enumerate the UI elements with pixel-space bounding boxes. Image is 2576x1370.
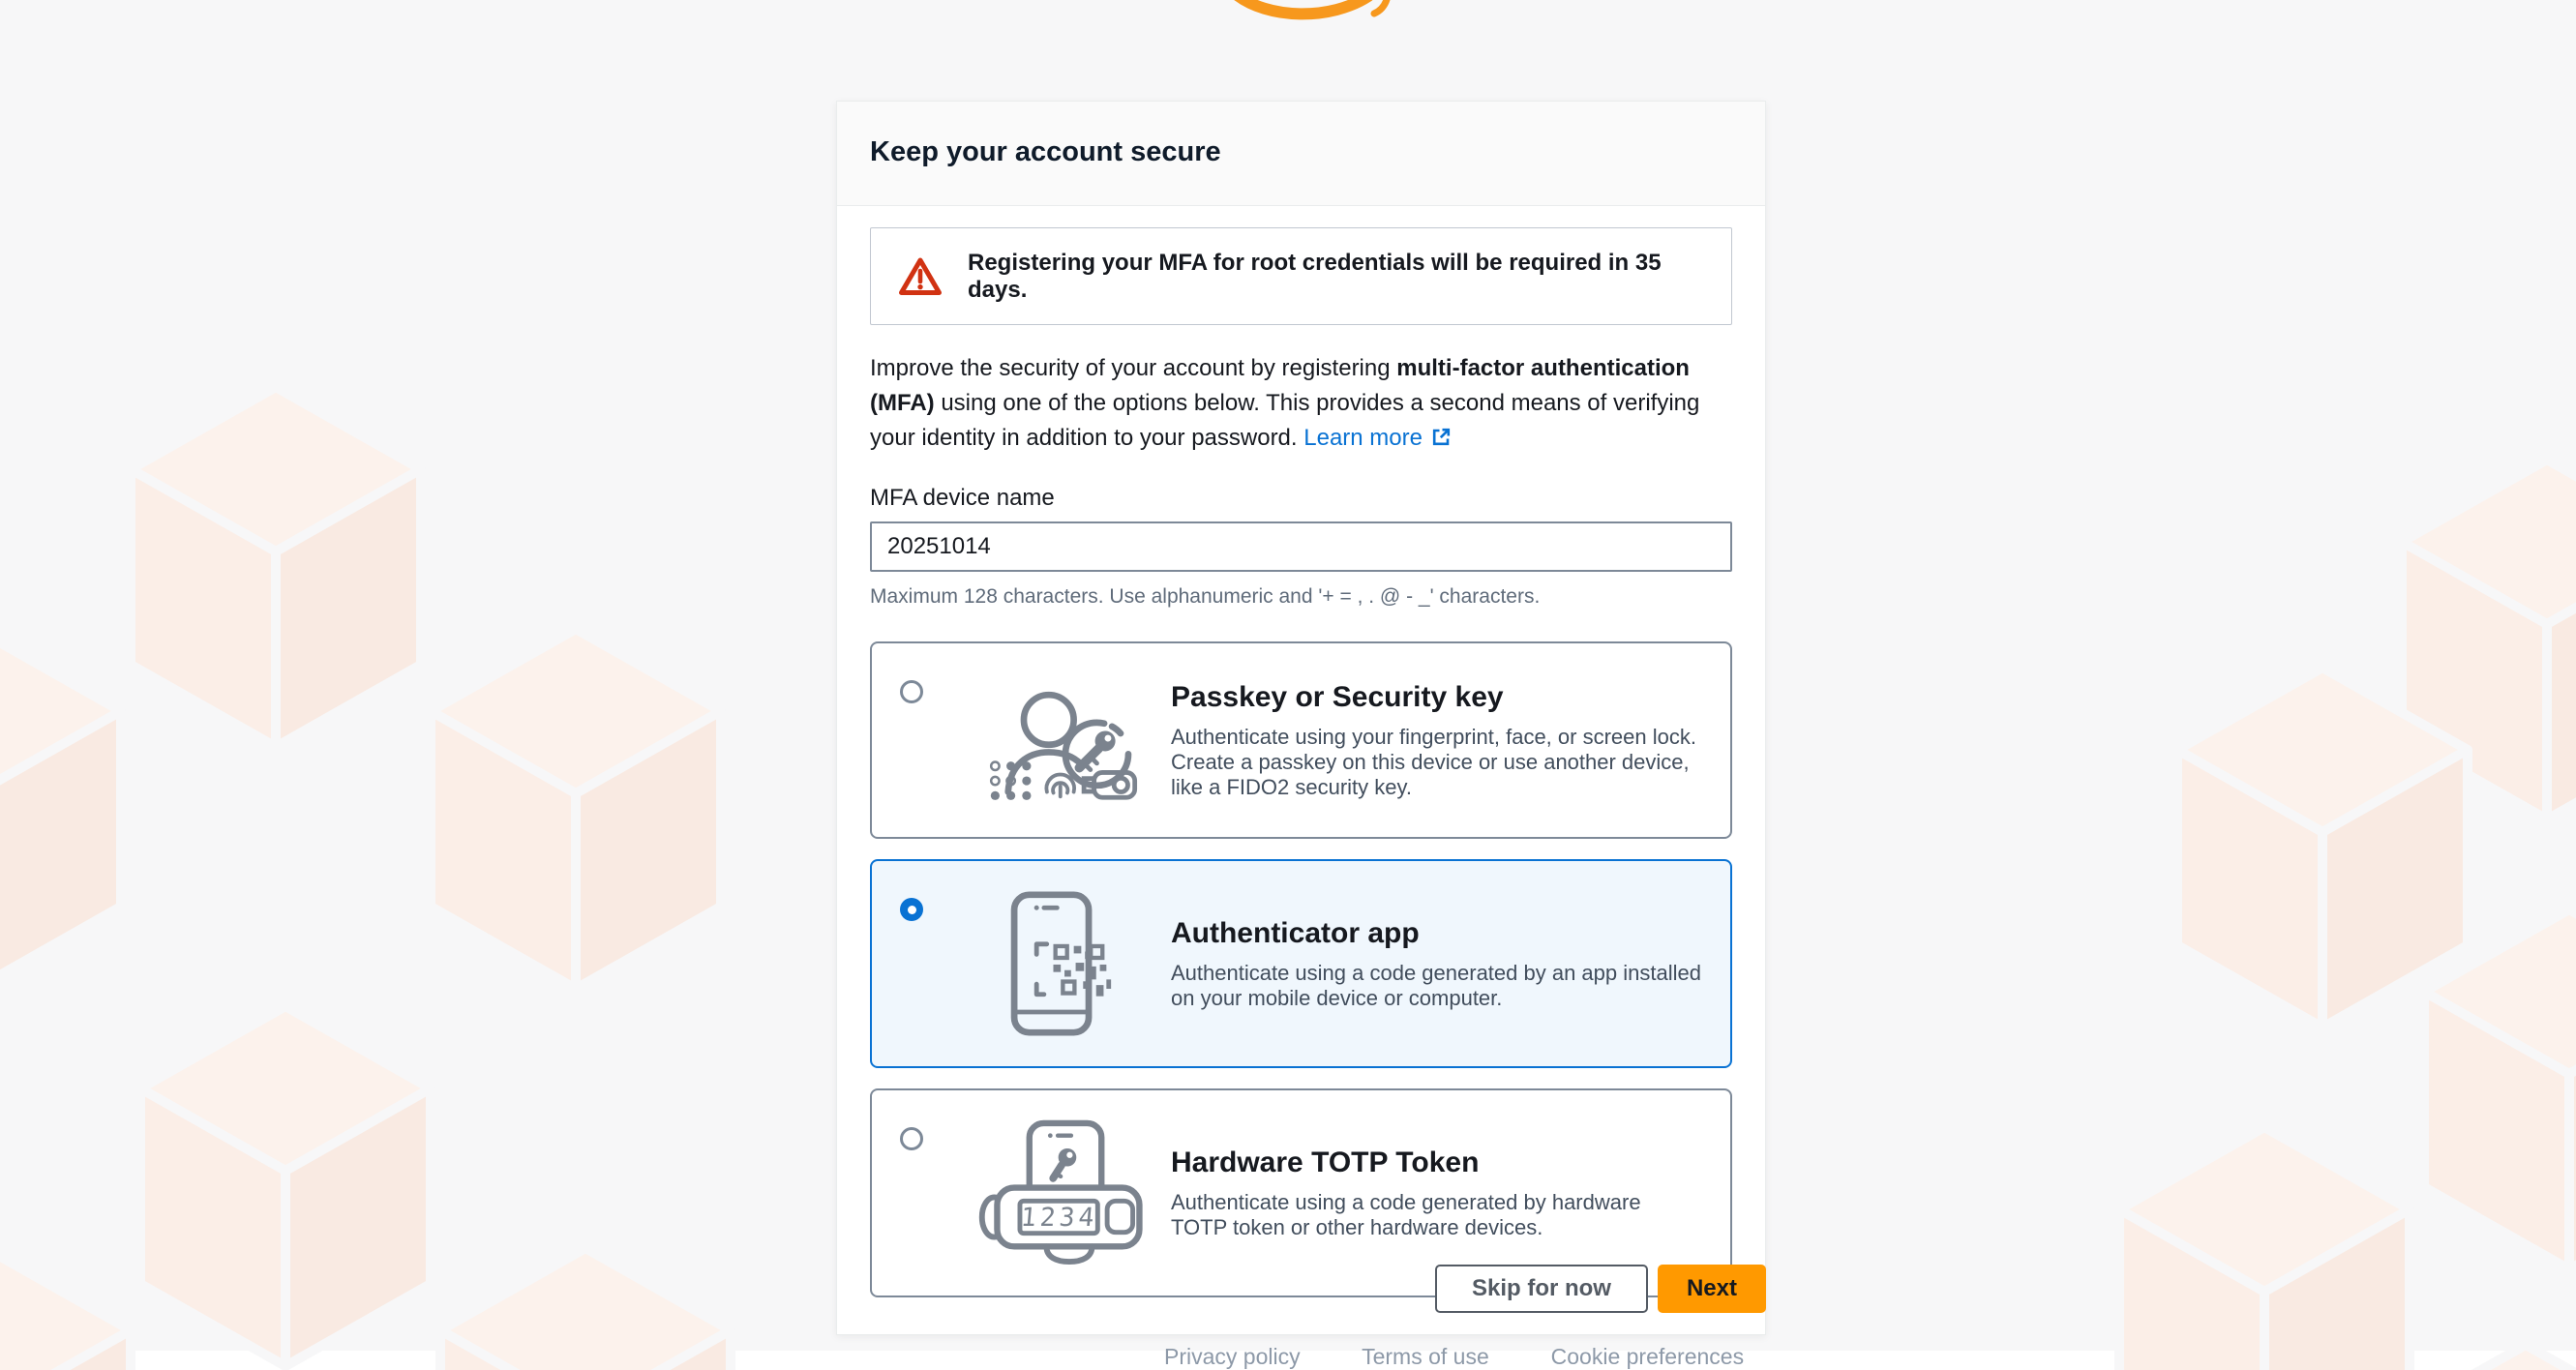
passkey-texts xyxy=(1171,681,1701,800)
card-body xyxy=(837,206,1765,1334)
hardware-token-icon xyxy=(977,1119,1153,1266)
aws-smile-logo xyxy=(1227,0,1396,17)
intro-text-after: using one of the options below. This provides a second means of verifying your identity in addition to your password. xyxy=(870,390,1700,451)
next-button[interactable]: Next xyxy=(1658,1265,1766,1313)
option-description: Authenticate using a code generated by an app installed on your mobile device or computer. xyxy=(1171,960,1701,1010)
secure-account-card xyxy=(836,101,1766,1335)
warning-icon xyxy=(898,256,943,297)
external-link-icon[interactable] xyxy=(1430,424,1453,459)
passkey-icon xyxy=(977,672,1153,808)
authenticator-texts xyxy=(1171,917,1701,1011)
mfa-options-group xyxy=(870,641,1732,1297)
option-tile-passkey[interactable] xyxy=(870,641,1732,839)
hardware-totp-texts xyxy=(1171,1147,1701,1240)
intro-text-bold: multi-factor authentication (MFA) xyxy=(870,355,1690,416)
option-title: Passkey or Security key xyxy=(1171,680,1504,713)
option-title: Authenticator app xyxy=(1171,916,1420,949)
option-title: Hardware TOTP Token xyxy=(1171,1146,1480,1178)
token-display-digits: 1234 xyxy=(1019,1202,1099,1233)
radio-hardware-totp[interactable] xyxy=(900,1127,923,1150)
radio-authenticator-app[interactable] xyxy=(900,898,923,921)
card-header xyxy=(837,102,1765,206)
option-description: Authenticate using your fingerprint, face, or screen lock. Create a passkey on this device or use another device, like a FIDO2 security key. xyxy=(1171,724,1696,799)
skip-for-now-button[interactable]: Skip for now xyxy=(1435,1265,1648,1313)
alert-text: Registering your MFA for root credentials will be required in 35 days. xyxy=(968,249,1662,303)
option-description: Authenticate using a code generated by hardware TOTP token or other hardware devices. xyxy=(1171,1189,1641,1239)
mfa-device-name-label: MFA device name xyxy=(870,485,1055,511)
mfa-deadline-alert xyxy=(870,227,1732,325)
device-name-help-text: Maximum 128 characters. Use alphanumeric and '+ = , . @ - _' characters. xyxy=(870,585,1541,608)
footer-clipped-text: Privacy policy Terms of use Cookie preferences xyxy=(1164,1344,1745,1369)
intro-text xyxy=(870,351,1732,459)
page-title: Keep your account secure xyxy=(870,136,1221,167)
learn-more-link[interactable]: Learn more xyxy=(1303,425,1423,451)
option-tile-authenticator-app[interactable] xyxy=(870,859,1732,1068)
mfa-device-name-input[interactable] xyxy=(870,521,1732,572)
action-buttons-row xyxy=(836,1265,1766,1313)
radio-passkey[interactable] xyxy=(900,680,923,703)
intro-text-before: Improve the security of your account by registering xyxy=(870,355,1397,381)
authenticator-app-icon xyxy=(977,890,1153,1037)
